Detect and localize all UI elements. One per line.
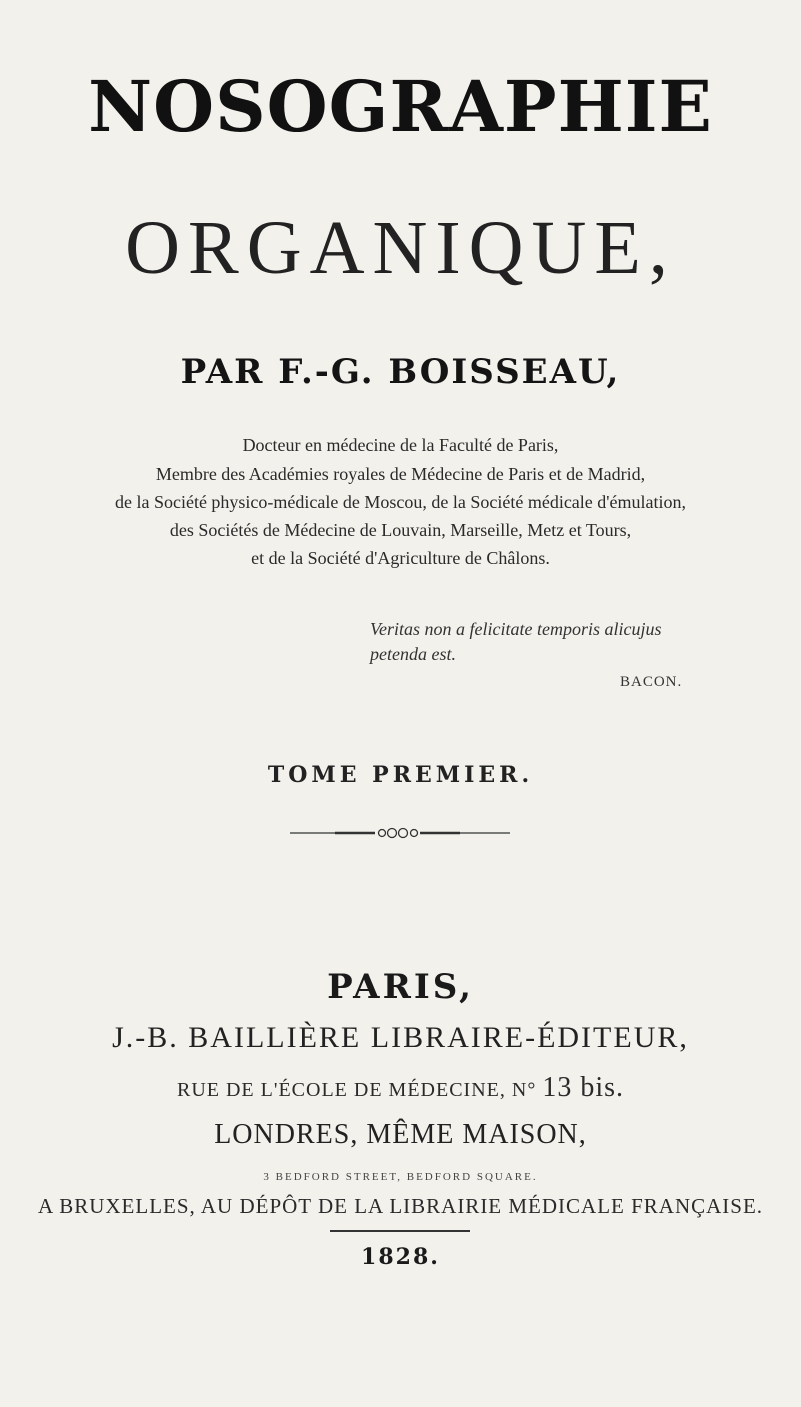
imprint-city: PARIS, xyxy=(327,967,474,1007)
london-line: LONDRES, MÊME MAISON, xyxy=(214,1119,587,1150)
ornament-divider-icon xyxy=(290,825,510,841)
credential-line: des Sociétés de Médecine de Louvain, Marseille, Metz et Tours, xyxy=(169,520,632,540)
volume-label: TOME PREMIER. xyxy=(267,762,534,788)
credential-line: et de la Société d'Agriculture de Châlons. xyxy=(251,548,550,568)
address-street: RUE DE L'ÉCOLE DE MÉDECINE, N° xyxy=(176,1079,537,1101)
publication-year: 1828. xyxy=(361,1244,440,1270)
epigraph-attribution: BACON. xyxy=(620,674,683,690)
publisher-line: J.-B. BAILLIÈRE LIBRAIRE-ÉDITEUR, xyxy=(112,1021,689,1054)
epigraph-line-2: petenda est. xyxy=(370,644,456,664)
title-line-2: ORGANIQUE, xyxy=(125,206,676,290)
author-line: PAR F.-G. BOISSEAU, xyxy=(180,352,621,392)
brussels-line: A BRUXELLES, AU DÉPÔT DE LA LIBRAIRIE MÉDICALE FRANÇAISE. xyxy=(37,1194,764,1218)
epigraph-line-1: Veritas non a felicitate temporis alicujus xyxy=(370,619,662,639)
london-street-line: 3 BEDFORD STREET, BEDFORD SQUARE. xyxy=(263,1171,538,1183)
address-line xyxy=(0,1074,801,1102)
credential-line: de la Société physico-médicale de Moscou, de la Société médicale d'émulation, xyxy=(114,492,687,512)
title-line-1: NOSOGRAPHIE xyxy=(88,65,713,148)
credential-line: Docteur en médecine de la Faculté de Paris, xyxy=(242,435,559,455)
address-number: 13 bis. xyxy=(542,1072,625,1103)
credential-line: Membre des Académies royales de Médecine de Paris et de Madrid, xyxy=(155,464,646,484)
divider-rule xyxy=(330,1230,470,1232)
